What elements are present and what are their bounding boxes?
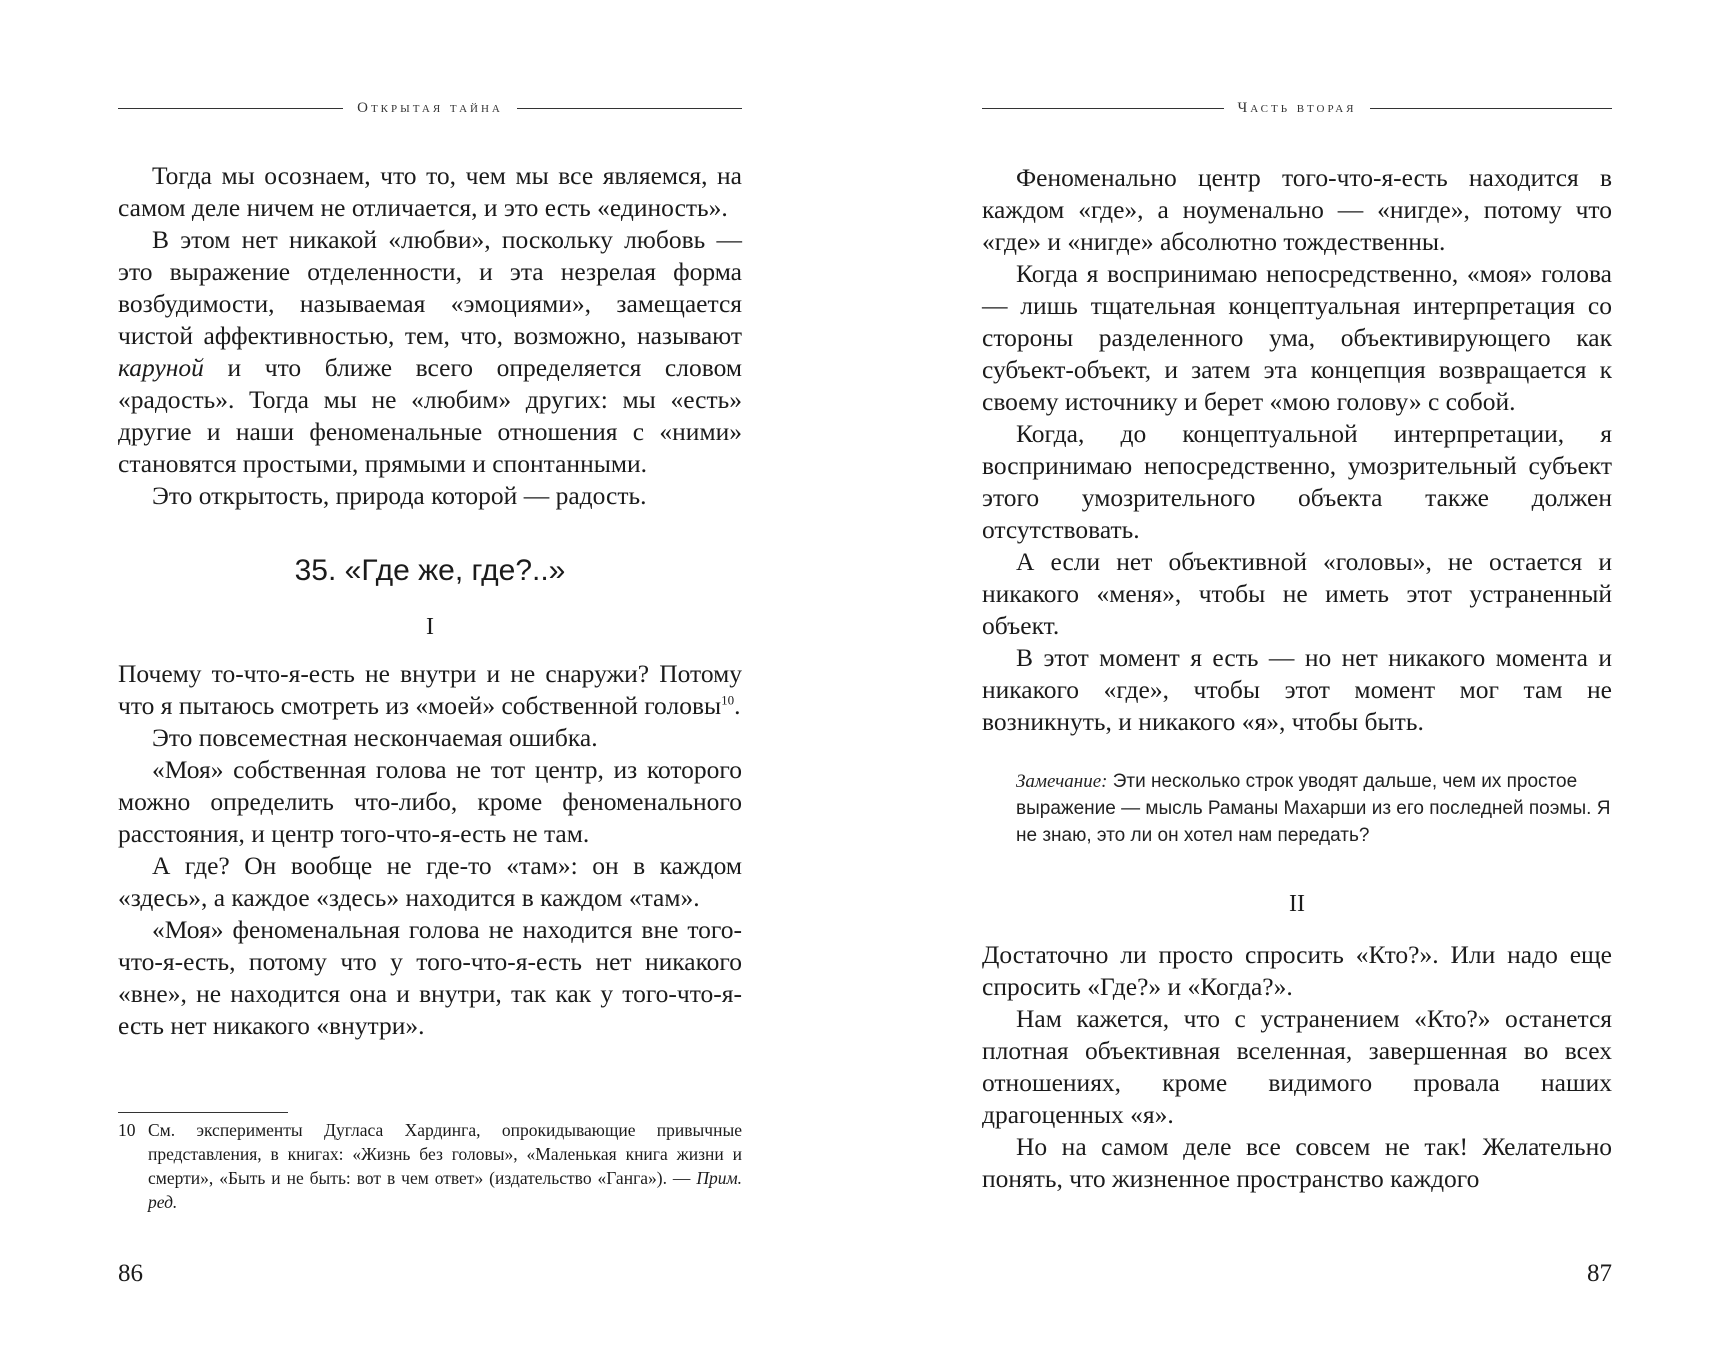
paragraph: Нам кажется, что с устранением «Кто?» останется плотная объективная вселенная, завершенная во всех отношениях, кроме видимого провала наших драгоценных «я». [982, 1004, 1612, 1129]
chapter-heading: 35. «Где же, где?..» [294, 554, 566, 587]
section-mark: I [426, 614, 434, 640]
paragraph: А если нет объективной «головы», не остается и никакого «меня», чтобы не иметь этот устраненный объект. [982, 547, 1612, 640]
page-number: 86 [118, 1260, 143, 1287]
paragraph: А где? Он вообще не где-то «там»: он в каждом «здесь», а каждое «здесь» находится в каждом «там». [118, 851, 742, 912]
right-page [982, 0, 1612, 1368]
running-head-title: Открытая тайна [357, 100, 503, 116]
paragraph: В этом нет никакой «любви», поскольку любовь — это выражение отделенности, и эта незрелая форма возбудимости, называемая «эмоциями», замещается чистой аффективностью, тем, что, возможно, называют каруной и что ближе всего определяется словом «радость». Тогда мы не «любим» других: мы «есть» другие и наши феноменальные отношения с «ними» становятся простыми, прямыми и спонтанными. [118, 225, 742, 478]
paragraph: Феноменально центр того-что-я-есть находится в каждом «где», а ноуменально — «нигде», потому что «где» и «нигде» абсолютно тождественны. [982, 163, 1612, 256]
paragraph: Но на самом деле все совсем не так! Желательно понять, что жизненное пространство каждого [982, 1132, 1612, 1193]
header-rule [1370, 108, 1612, 109]
page-number: 87 [1587, 1260, 1612, 1287]
header-rule [517, 108, 742, 109]
paragraph: В этот момент я есть — но нет никакого момента и никакого «где», чтобы этот момент мог там не возникнуть, и никакого «я», чтобы быть. [982, 643, 1612, 736]
footnote [118, 1118, 742, 1214]
italic-term: каруной [118, 353, 204, 382]
paragraph: Когда я воспринимаю непосредственно, «моя» голова — лишь тщательная концептуальная интерпретация со стороны разделенного ума, объективирующего как субъект-объект, и затем эта концепция возвращается к своему источнику и берет «мою голову» с собой. [982, 259, 1612, 416]
running-head-right [982, 100, 1612, 117]
paragraph: Тогда мы осознаем, что то, чем мы все являемся, на самом деле ничем не отличается, и это есть «единость». [118, 161, 742, 222]
footnote-rule [118, 1112, 288, 1113]
footnote-text: См. эксперименты Дугласа Хардинга, опрокидывающие привычные представления, в книгах: «Жизнь без головы», «Маленькая книга жизни и смерти», «Быть и не быть: вот в чем ответ» (издательство «Ганга»). — Прим. ред. [148, 1120, 742, 1212]
paragraph: Это повсеместная нескончаемая ошибка. [152, 723, 598, 752]
left-page [118, 0, 742, 1368]
paragraph: Это открытость, природа которой — радость. [152, 481, 647, 510]
paragraph: Достаточно ли просто спросить «Кто?». Или надо еще спросить «Где?» и «Когда?». [982, 940, 1612, 1001]
remark-label: Замечание: [1016, 771, 1108, 792]
header-rule [982, 108, 1224, 109]
section-mark: II [1289, 891, 1305, 917]
footnote-number: 10 [118, 1120, 136, 1140]
paragraph: Когда, до концептуальной интерпретации, я воспринимаю непосредственно, умозрительный субъект этого умозрительного объекта также должен отсутствовать. [982, 419, 1612, 544]
remark-note: Замечание: Эти несколько строк уводят дальше, чем их простое выражение — мысль Раманы Махарши из его последней поэмы. Я не знаю, это ли он хотел нам передать? [1016, 771, 1611, 846]
footnote-ref[interactable]: 10 [721, 692, 735, 708]
right-page-text [982, 162, 1612, 1195]
paragraph: Почему то-что-я-есть не внутри и не снаружи? Потому что я пытаюсь смотреть из «моей» собственной головы$^{10}$. [118, 659, 742, 720]
running-head-title: Часть вторая [1237, 100, 1357, 116]
paragraph: «Моя» собственная голова не тот центр, из которого можно определить что-либо, кроме феноменального расстояния, и центр того-что-я-есть не там. [118, 755, 742, 848]
paragraph: «Моя» феноменальная голова не находится вне того-что-я-есть, потому что у того-что-я-есть нет никакого «вне», не находится она и внутри, так как у того-что-я-есть нет никакого «внутри». [118, 915, 742, 1040]
header-rule [118, 108, 343, 109]
left-page-text [118, 160, 742, 1042]
running-head-left [118, 100, 742, 117]
